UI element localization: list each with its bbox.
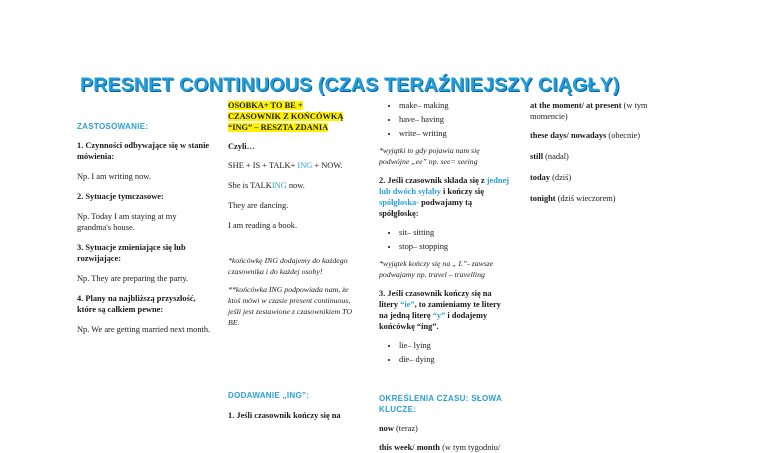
formula-column (228, 100, 363, 421)
list-3 (379, 340, 511, 365)
usage-1-title: 1. Czynności odbywające się w stanie mówienia: (77, 141, 210, 161)
formula-example-2: She is TALKING now. (228, 181, 305, 190)
usage-1-example: Np. I am writing now. (77, 172, 151, 181)
usage-3-example: Np. They are preparing the party. (77, 274, 189, 283)
usage-2-title: 2. Sytuacje tymczasowe: (77, 192, 164, 201)
note-1: *końcówkę ING dodajemy do każdego czasownika i do każdej osoby! (228, 256, 348, 276)
list-item: • stop– stopping (399, 241, 511, 252)
list-item: • write– writing (399, 128, 511, 139)
page-title: PRESNET CONTINUOUS (CZAS TERAŹNIEJSZY CIĄGŁY) (80, 74, 620, 96)
time-today: today (dziś) (530, 173, 572, 182)
adding-rule-1: 1. Jeśli czasownik kończy się na (228, 411, 341, 420)
list-item: • have– having (399, 114, 511, 125)
time-now: now (teraz) (379, 424, 418, 433)
example-4: I am reading a book. (228, 221, 298, 230)
list-1 (379, 100, 511, 139)
formula-example-1: SHE + IS + TALK+ ING + NOW. (228, 161, 343, 170)
example-3: They are dancing. (228, 201, 289, 210)
time-at-the-moment: at the moment/ at present (w tym momencie) (530, 101, 648, 121)
formula-box (228, 100, 363, 133)
exception-note-2: *wyjątek kończy się na „ L”- zawsze podwajamy np. travel – travelling (379, 259, 494, 279)
usage-4-example: Np. We are getting married next month. (77, 325, 211, 334)
note-2: **końcówka ING podpowiada nam, że ktoś mówi w czasie present continuous, jeśli jest zestawione z czasownikiem TO BE. (228, 285, 352, 327)
adding-ing-heading: DODAWANIE „ING”: (228, 391, 310, 400)
rule-3: 3. Jeśli czasownik kończy się na litery “ie”, to zamieniamy te litery na jedną literę “y” i dodajemy końcówkę “ing”. (379, 289, 501, 331)
list-2 (379, 227, 511, 252)
czyli-label: Czyli… (228, 142, 255, 151)
formula-line-3: “ING” – RESZTA ZDANIA (228, 123, 329, 132)
list-item: • make– making (399, 100, 511, 111)
list-item: • lie– lying (399, 340, 511, 351)
list-item: • sit– sitting (399, 227, 511, 238)
usage-column (77, 121, 212, 335)
time-still: still (nadal) (530, 152, 569, 161)
usage-4-title: 4. Plany na najbliższą przyszłość, które są całkiem pewne: (77, 294, 196, 314)
time-these-days: these days/ nowadays (obecnie) (530, 131, 641, 140)
rules-column (379, 100, 511, 453)
formula-line-1: OSOBKA+ TO BE + (228, 101, 303, 110)
usage-2-example: Np. Today I am staying at my grandma's house. (77, 212, 177, 232)
rule-2: 2. Jeśli czasownik składa się z jednej lub dwóch sylaby i kończy się spółgłoska- podwajamy tą spółgłoskę: (379, 176, 510, 218)
time-this-week: this week/ month (w tym tygodniu/ (379, 443, 501, 452)
time-tonight: tonight (dziś wieczorem) (530, 194, 616, 203)
exception-note-1: *wyjątki to gdy pojawia nam się podwójne „ee” np. see= seeing (379, 146, 480, 166)
time-expressions-heading: OKREŚLENIA CZASU: SŁOWA KLUCZE: (379, 394, 502, 414)
list-item: • die– dying (399, 354, 511, 365)
time-expressions-column (530, 100, 660, 204)
usage-heading: ZASTOSOWANIE: (77, 122, 149, 131)
usage-3-title: 3. Sytuacje zmieniające się lub rozwijające: (77, 243, 186, 263)
formula-line-2: CZASOWNIK Z KOŃCÓWKĄ (228, 112, 344, 121)
